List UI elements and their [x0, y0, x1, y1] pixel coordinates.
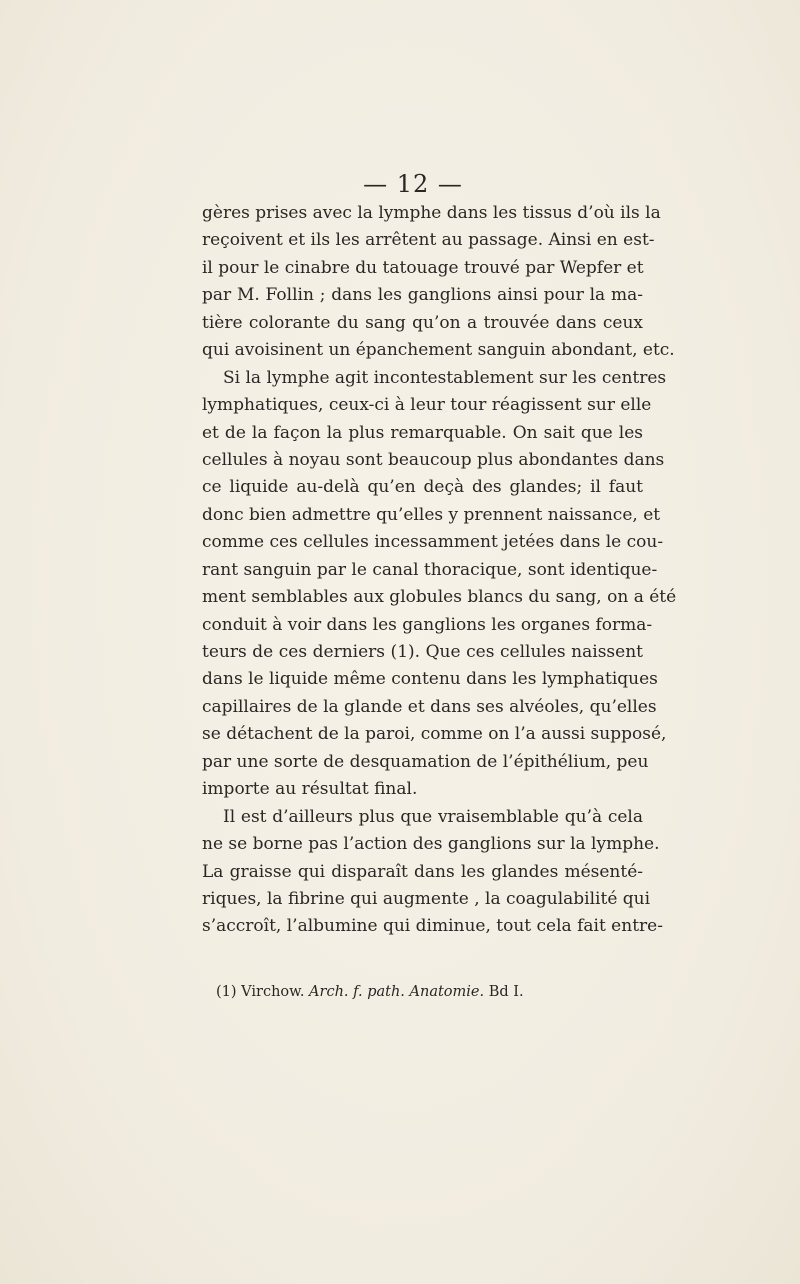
- page-number: — 12 —: [363, 170, 463, 198]
- text-line: par M. Follin ; dans les ganglions ainsi pour la ma-: [202, 285, 643, 306]
- body-text: [202, 200, 677, 941]
- text-line: ment semblables aux globules blancs du sang, on a été: [202, 587, 677, 608]
- footnote: [216, 984, 524, 1000]
- text-line: ne se borne pas l’action des ganglions sur la lymphe.: [202, 834, 660, 855]
- text-line: qui avoisinent un épanchement sanguin abondant, etc.: [202, 340, 675, 361]
- footnote-volume: Bd I.: [488, 984, 524, 1000]
- text-line: riques, la fibrine qui augmente , la coagulabilité qui: [202, 888, 651, 909]
- text-line: Il est d’ailleurs plus que vraisemblable qu’à cela: [223, 806, 643, 827]
- text-line: tière colorante du sang qu’on a trouvée dans ceux: [202, 312, 643, 333]
- text-line: par une sorte de desquamation de l’épithélium, peu: [202, 751, 649, 772]
- text-line: teurs de ces derniers (1). Que ces cellules naissent: [202, 642, 643, 662]
- text-line: reçoivent et ils les arrêtent au passage. Ainsi en est-: [202, 230, 655, 251]
- footnote-source: Arch. f. path. Anatomie.: [309, 984, 485, 1000]
- text-line: La graisse qui disparaît dans les glandes mésenté-: [202, 861, 643, 882]
- text-line: gères prises avec la lymphe dans les tissus d’où ils la: [202, 203, 661, 223]
- text-line: conduit à voir dans les ganglions les organes forma-: [202, 614, 653, 635]
- text-line: lymphatiques, ceux-ci à leur tour réagissent sur elle: [202, 395, 652, 416]
- text-line: se détachent de la paroi, comme on l’a aussi supposé,: [202, 724, 667, 745]
- text-line: s’accroît, l’albumine qui diminue, tout cela fait entre-: [202, 916, 663, 937]
- text-line: importe au résultat final.: [202, 779, 418, 800]
- text-line: comme ces cellules incessamment jetées dans le cou-: [202, 532, 664, 553]
- footnote-marker: (1): [216, 984, 237, 1000]
- text-line: il pour le cinabre du tatouage trouvé par Wepfer et: [202, 257, 644, 278]
- text-line: donc bien admettre qu’elles y prennent naissance, et: [202, 504, 661, 525]
- text-line: et de la façon la plus remarquable. On sait que les: [202, 422, 643, 443]
- text-line: dans le liquide même contenu dans les lymphatiques: [202, 669, 658, 690]
- text-line: ce liquide au-delà qu’en deçà des glandes; il faut: [202, 477, 643, 498]
- footnote-author: Virchow.: [241, 984, 305, 1000]
- text-line: Si la lymphe agit incontestablement sur les centres: [223, 367, 667, 388]
- text-line: cellules à noyau sont beaucoup plus abondantes dans: [202, 449, 665, 470]
- text-line: capillaires de la glande et dans ses alvéoles, qu’elles: [202, 696, 657, 717]
- text-line: rant sanguin par le canal thoracique, sont identique-: [202, 559, 658, 580]
